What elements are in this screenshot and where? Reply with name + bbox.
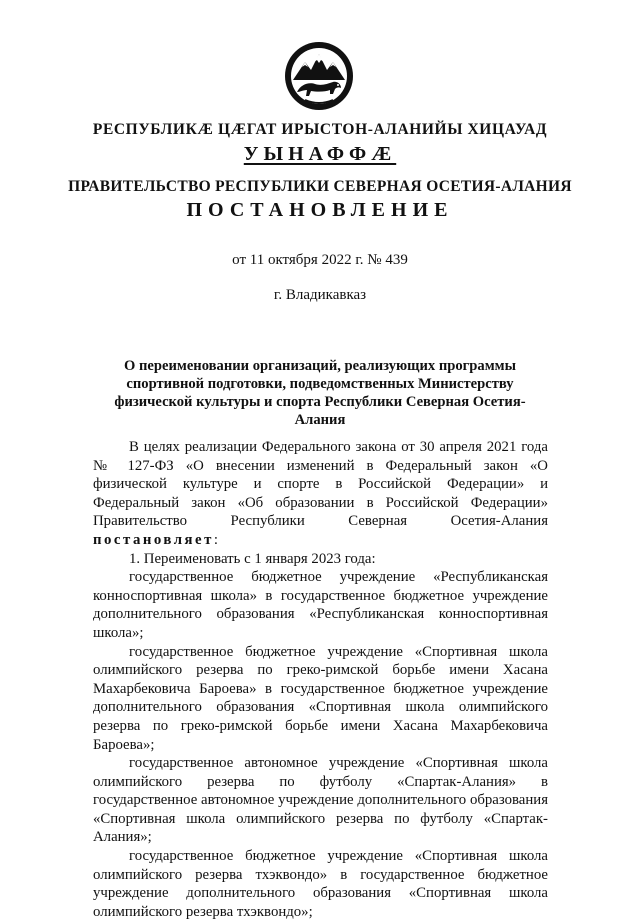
ossetian-decree-heading: УЫНАФФӔ <box>243 143 397 165</box>
intro-colon: : <box>213 531 218 548</box>
intro-paragraph <box>93 438 548 550</box>
rename-item: государственное автономное учреждение «Спортивная школа олимпийского резерва по футболу «Спартак-Алания» в государственное автономное учреждение дополнительного образования «Спортивная школа олимпийского резерва по футболу «Спартак-Алания»; <box>93 755 548 846</box>
rename-item: государственное бюджетное учреждение «Республиканская конноспортивная школа» в государственное бюджетное учреждение дополнительного образования «Республиканская конноспортивная школа»; <box>93 569 548 641</box>
ossetian-government-line: РЕСПУБЛИКӔ ЦӔГАТ ИРЫСТОН-АЛАНИЙЫ ХИЦАУАД <box>92 121 548 138</box>
decree-date-number: от 11 октября 2022 г. № 439 <box>232 252 408 268</box>
rename-item: государственное бюджетное учреждение «Спортивная школа олимпийского резерва тхэквондо» в государственное бюджетное учреждение дополнительного образования «Спортивная школа олимпийского резерва тхэквондо»; <box>93 848 548 920</box>
decree-heading: ПОСТАНОВЛЕНИЕ <box>186 199 454 221</box>
rename-item: государственное бюджетное учреждение «Спортивная школа олимпийского резерва по греко-римской борьбе имени Хасана Махарбековича Бароева» в государственное бюджетное учреждение дополнительного образования «Спортивная школа олимпийского резерва по греко-римской борьбе имени Хасана Махарбековича Бароева»; <box>93 643 548 753</box>
government-line: ПРАВИТЕЛЬСТВО РЕСПУБЛИКИ СЕВЕРНАЯ ОСЕТИЯ-АЛАНИЯ <box>68 178 572 195</box>
decree-title: О переименовании организаций, реализующих программы спортивной подготовки, подведомственных Министерству физической культуры и спорта Республики Северная Осетия-Алания <box>114 358 526 428</box>
decree-city: г. Владикавказ <box>273 287 367 303</box>
decree-body <box>93 438 548 921</box>
coat-of-arms-emblem <box>283 40 355 112</box>
resolves-word: постановляет <box>93 531 214 548</box>
point-1: 1. Переименовать с 1 января 2023 года: <box>129 550 376 567</box>
intro-text: В целях реализации Федерального закона от 30 апреля 2021 года № 127-ФЗ «О внесении изменений в Федеральный закон «О физической культуре и спорте в Российской Федерации» и Федеральный закон «Об образовании в Российской Федерации» Правительство Республики Северная Осетия-Алания <box>93 439 548 530</box>
